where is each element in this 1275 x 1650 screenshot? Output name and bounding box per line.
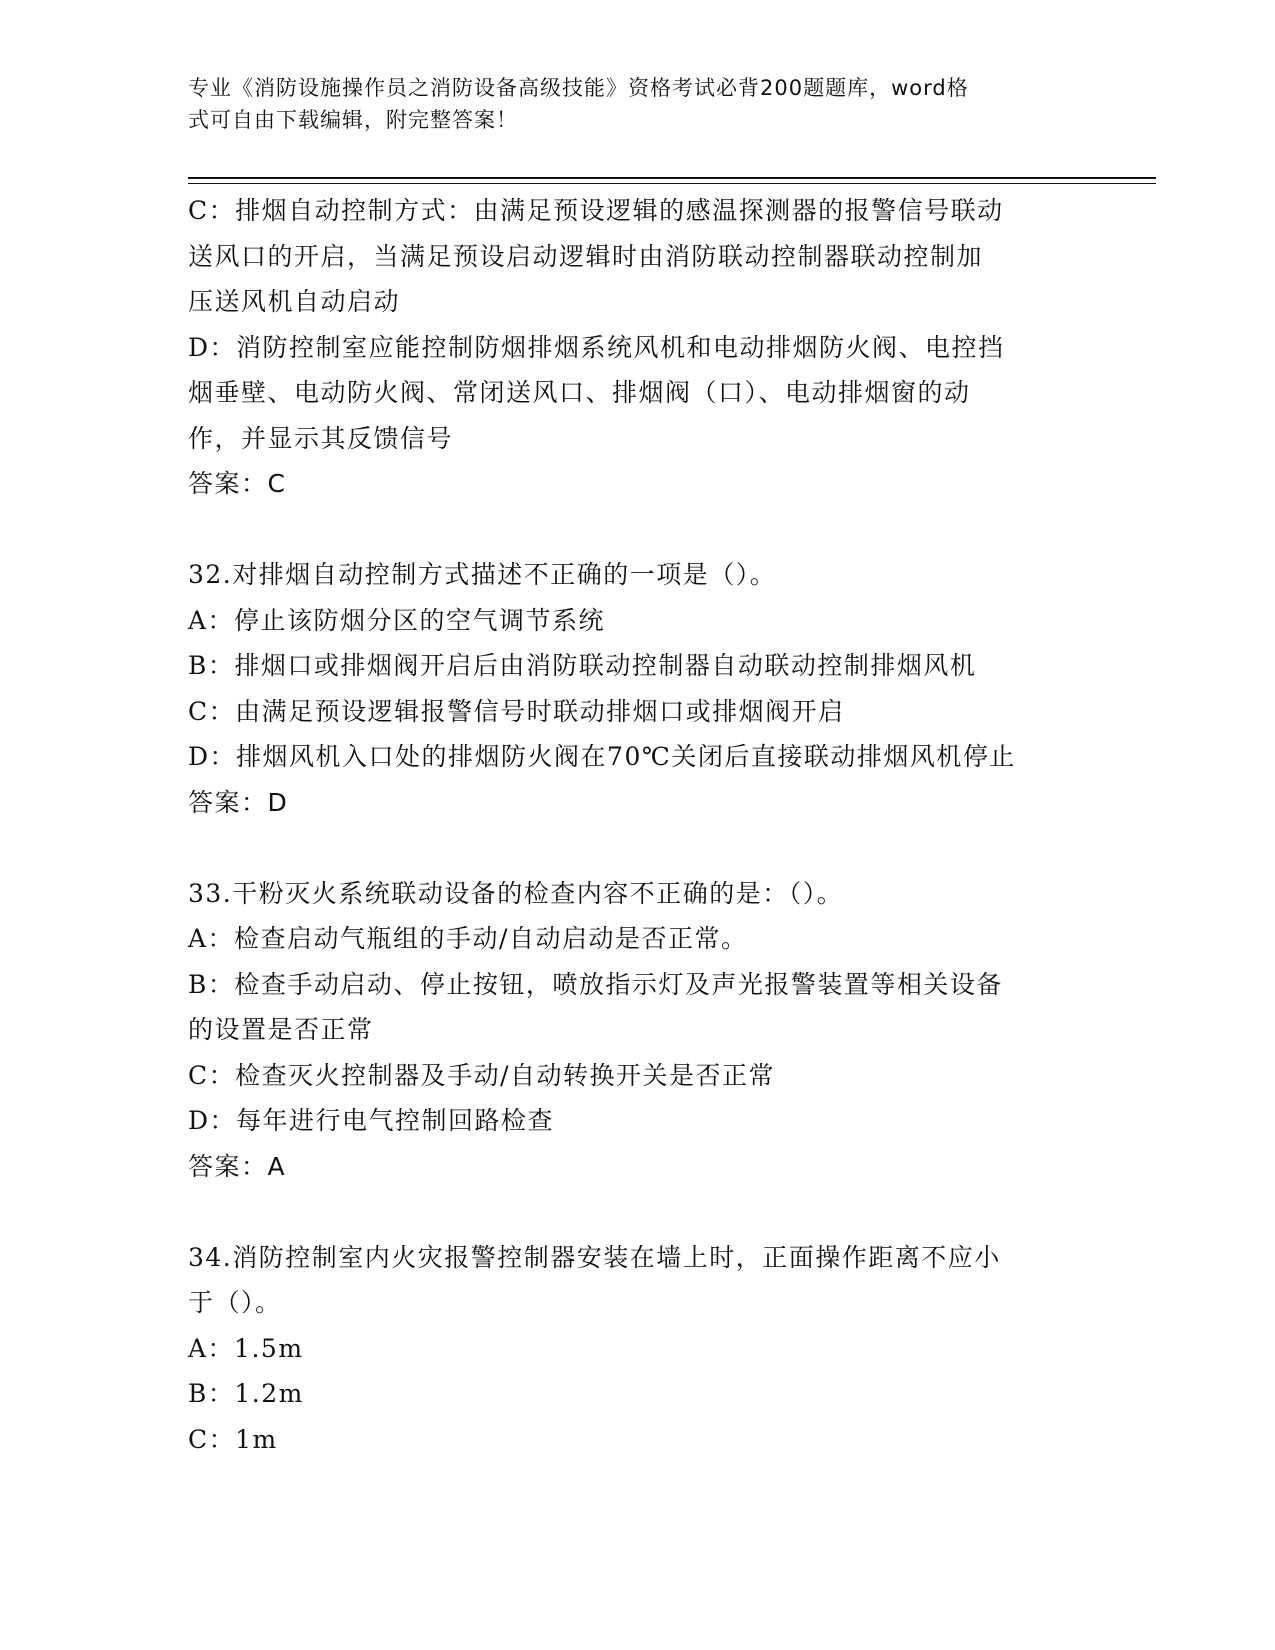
answer-line: 答案：C: [188, 469, 287, 498]
option-a: A：1.5m: [188, 1333, 304, 1363]
question-stem: 32.对排烟自动控制方式描述不正确的一项是（）。: [188, 560, 777, 589]
question-34: [188, 1235, 1088, 1463]
question-stem-line-2: 于（）。: [188, 1288, 282, 1317]
spacer: [188, 1189, 1088, 1235]
question-31-continued: [188, 188, 1088, 507]
option-d: D：排烟风机入口处的排烟防火阀在70℃关闭后直接联动排烟风机停止: [188, 742, 1016, 771]
header-line-2: 式可自由下载编辑，附完整答案！: [188, 108, 518, 132]
option-d-line-2: 烟垂壁、电动防火阀、常闭送风口、排烟阀（口）、电动排烟窗的动: [188, 378, 971, 407]
header-line-1: 专业《消防设施操作员之消防设备高级技能》资格考试必背200题题库，word格: [188, 76, 969, 100]
option-b-line-1: B：检查手动启动、停止按钮，喷放指示灯及声光报警装置等相关设备: [188, 969, 1003, 999]
option-c-line-1: C：排烟自动控制方式：由满足预设逻辑的感温探测器的报警信号联动: [188, 196, 1004, 225]
option-a: A：停止该防烟分区的空气调节系统: [188, 605, 606, 635]
question-stem: 33.干粉灭火系统联动设备的检查内容不正确的是：（）。: [188, 878, 844, 908]
document-header: [188, 72, 1078, 136]
question-32: [188, 552, 1088, 825]
option-d-line-1: D：消防控制室应能控制防烟排烟系统风机和电动排烟防火阀、电控挡: [188, 332, 1005, 362]
answer-line: 答案：A: [188, 1151, 287, 1181]
question-33: [188, 871, 1088, 1190]
header-divider-thick: [188, 177, 1156, 179]
document-body: [188, 188, 1088, 1462]
option-a: A：检查启动气瓶组的手动/自动启动是否正常。: [188, 924, 748, 953]
header-divider-thin: [188, 183, 1156, 184]
option-c-line-3: 压送风机自动启动: [188, 287, 401, 316]
option-d: D：每年进行电气控制回路检查: [188, 1106, 555, 1135]
option-b-line-2: 的设置是否正常: [188, 1015, 374, 1044]
option-c: C：检查灭火控制器及手动/自动转换开关是否正常: [188, 1060, 776, 1090]
option-d-line-3: 作，并显示其反馈信号: [188, 423, 454, 453]
option-b: B：排烟口或排烟阀开启后由消防联动控制器自动联动控制排烟风机: [188, 651, 977, 680]
answer-line: 答案：D: [188, 787, 289, 817]
question-stem-line-1: 34.消防控制室内火灾报警控制器安装在墙上时，正面操作距离不应小: [188, 1242, 1001, 1272]
option-c: C：1m: [188, 1424, 278, 1454]
option-b: B：1.2m: [188, 1379, 304, 1408]
spacer: [188, 507, 1088, 553]
spacer: [188, 825, 1088, 871]
option-c-line-2: 送风口的开启，当满足预设启动逻辑时由消防联动控制器联动控制加: [188, 241, 984, 271]
option-c: C：由满足预设逻辑报警信号时联动排烟口或排烟阀开启: [188, 696, 845, 726]
